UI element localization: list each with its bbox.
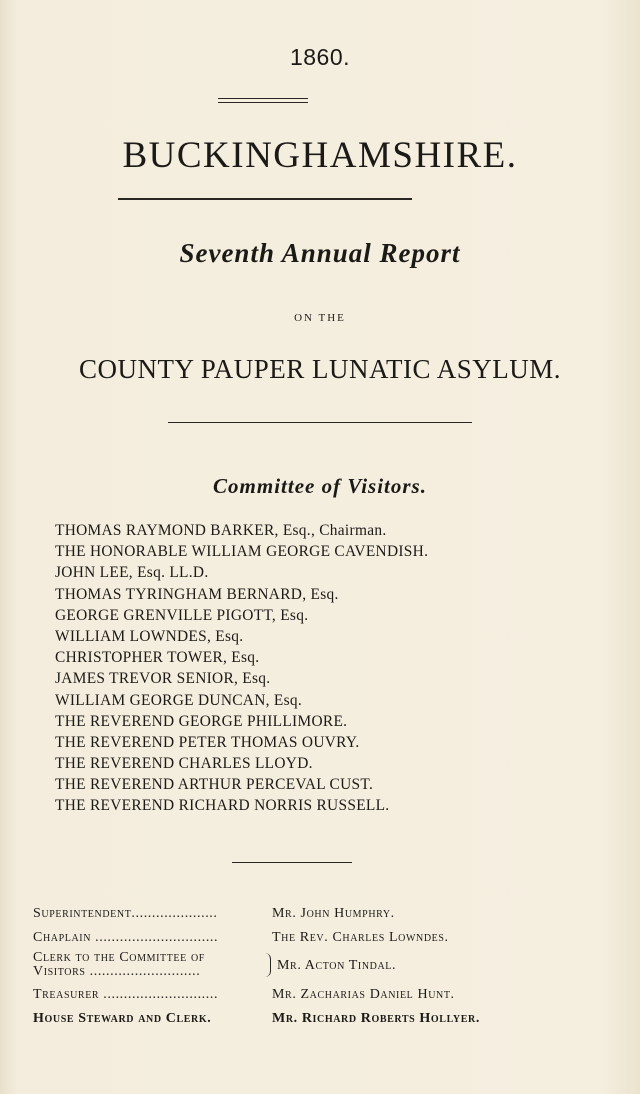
committee-member: CHRISTOPHER TOWER, Esq. <box>55 649 260 667</box>
heading-rule <box>118 198 412 200</box>
officers-list <box>33 902 603 1030</box>
committee-member: THOMAS RAYMOND BARKER, Esq., Chairman. <box>55 522 387 539</box>
officer-row-superintendent <box>33 902 603 926</box>
office-title: Treasurer ............................ <box>33 987 219 1002</box>
committee-member: WILLIAM GEORGE DUNCAN, Esq. <box>55 691 303 709</box>
office-title <box>33 951 205 979</box>
institution-name: COUNTY PAUPER LUNATIC ASYLUM. <box>78 354 562 384</box>
office-title: House Steward and Clerk. <box>33 1010 212 1026</box>
committee-member: THE HONORABLE WILLIAM GEORGE CAVENDISH. <box>55 543 429 561</box>
report-title: Seventh Annual Report <box>179 238 461 268</box>
committee-member: WILLIAM LOWNDES, Esq. <box>55 627 244 645</box>
office-title-line: Visitors ........................... <box>33 964 201 979</box>
committee-title: Committee of Visitors. <box>213 474 427 498</box>
committee-member: THE REVEREND ARTHUR PERCEVAL CUST. <box>55 776 374 794</box>
committee-member: THE REVEREND CHARLES LLOYD. <box>55 755 313 773</box>
on-the-label: ON THE <box>294 312 346 324</box>
office-title: Chaplain .............................. <box>33 929 219 945</box>
office-title-line: Clerk to the Committee of <box>33 950 205 965</box>
officer-row-chaplain <box>33 926 603 950</box>
brace-mark <box>265 953 271 977</box>
office-holder: Mr. Zacharias Daniel Hunt. <box>272 987 455 1002</box>
officers-rule <box>232 862 352 863</box>
committee-member: GEORGE GRENVILLE PIGOTT, Esq. <box>55 606 309 624</box>
committee-member: THOMAS TYRINGHAM BERNARD, Esq. <box>55 585 339 603</box>
committee-member: THE REVEREND PETER THOMAS OUVRY. <box>55 733 360 751</box>
committee-member-list <box>55 520 428 817</box>
double-rule <box>218 98 308 103</box>
committee-member: THE REVEREND GEORGE PHILLIMORE. <box>55 712 348 730</box>
section-rule <box>168 422 472 423</box>
office-holder: The Rev. Charles Lowndes. <box>272 929 449 945</box>
committee-member: THE REVEREND RICHARD NORRIS RUSSELL. <box>55 797 390 815</box>
office-holder: Mr. Acton Tindal. <box>277 958 397 973</box>
officer-row-clerk <box>33 949 603 983</box>
office-holder: Mr. John Humphry. <box>272 906 395 921</box>
office-title: Superintendent..................... <box>33 906 218 921</box>
office-holder: Mr. Richard Roberts Hollyer. <box>272 1010 480 1026</box>
document-year: 1860. <box>289 44 351 70</box>
committee-member: JOHN LEE, Esq. LL.D. <box>55 564 209 582</box>
officer-row-steward <box>33 1007 603 1031</box>
officer-row-treasurer <box>33 983 603 1007</box>
committee-member: JAMES TREVOR SENIOR, Esq. <box>55 670 271 688</box>
county-heading: BUCKINGHAMSHIRE. <box>122 135 518 176</box>
